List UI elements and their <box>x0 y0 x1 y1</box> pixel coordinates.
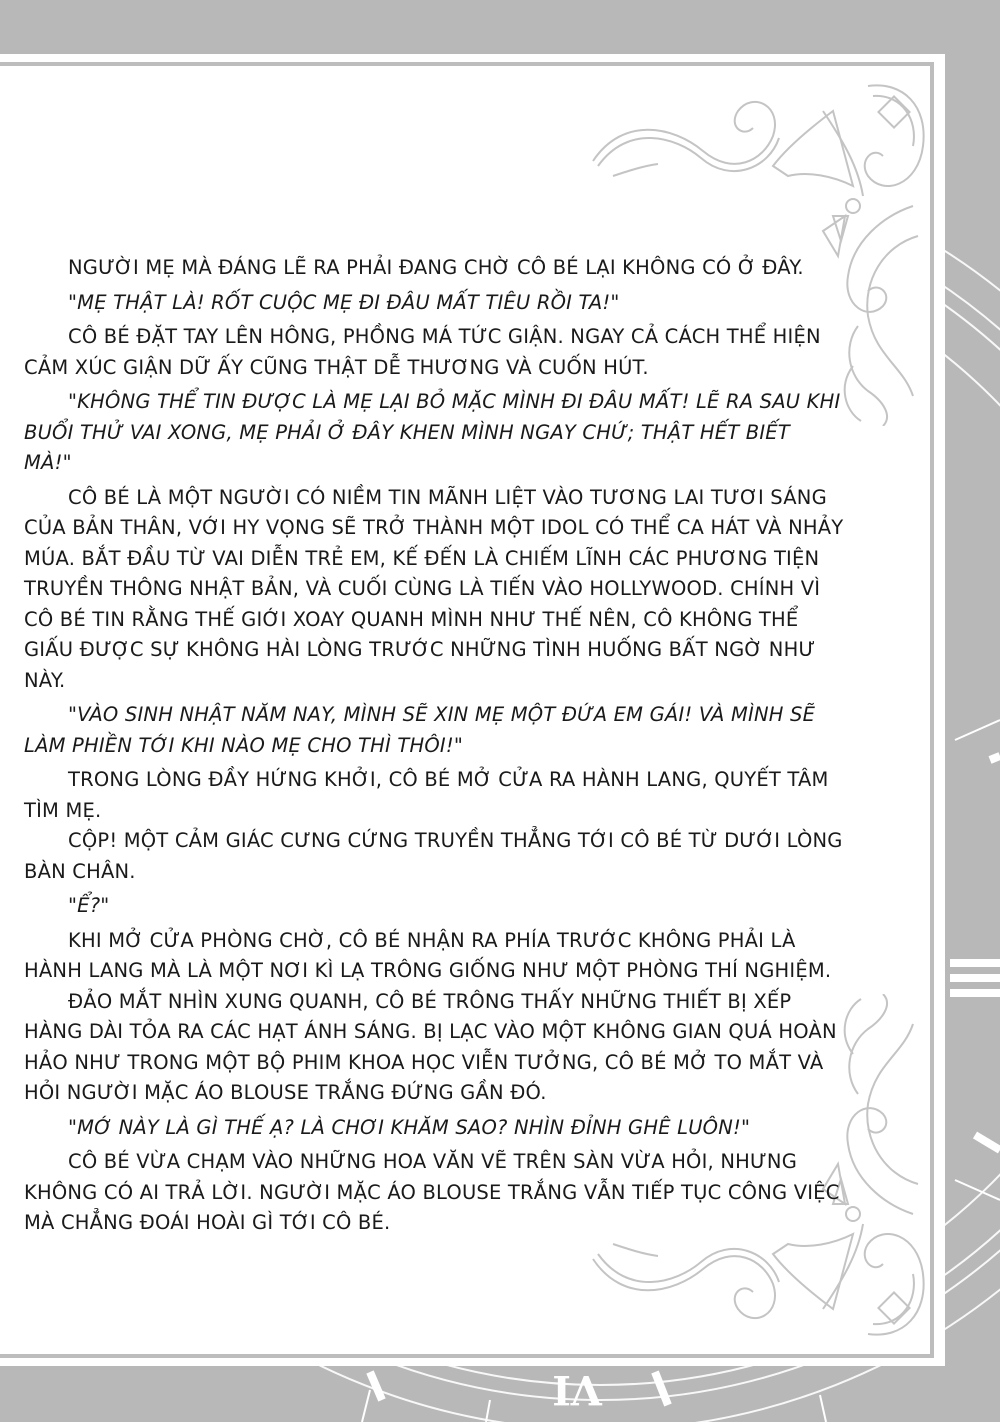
paragraph-dialogue: "MỚ NÀY LÀ GÌ THẾ Ạ? LÀ CHƠI KHĂM SAO? NHÌN ĐỈNH GHÊ LUÔN!" <box>68 1115 751 1139</box>
paragraph-dialogue: "MẸ THẬT LÀ! RỐT CUỘC MẸ ĐI ĐÂU MẤT TIÊU RỒI TA!" <box>68 290 620 314</box>
paragraph-narration: CỘP! MỘT CẢM GIÁC CƯNG CỨNG TRUYỀN THẲNG TỚI CÔ BÉ TỪ DƯỚI LÒNG BÀN CHÂN. <box>24 829 843 883</box>
paragraph-narration: ĐẢO MẮT NHÌN XUNG QUANH, CÔ BÉ TRÔNG THẤY NHỮNG THIẾT BỊ XẾP HÀNG DÀI TỎA RA CÁC HẠT ÁNH SÁNG. BỊ LẠC VÀO MỘT KHÔNG GIAN QUÁ HOÀN HẢO NHƯ TRONG MỘT BỘ PHIM KHOA HỌC VIỄN TƯỞNG, CÔ BÉ MỞ TO MẮT VÀ HỎI NGƯỜI MẶC ÁO BLOUSE TRẮNG ĐỨNG GẦN ĐÓ. <box>24 989 837 1104</box>
page-panel <box>0 54 945 1366</box>
paragraph-narration: CÔ BÉ LÀ MỘT NGƯỜI CÓ NIỀM TIN MÃNH LIỆT VÀO TƯƠNG LAI TƯƠI SÁNG CỦA BẢN THÂN, VỚI HY VỌNG SẼ TRỞ THÀNH MỘT IDOL CÓ THỂ CA HÁT VÀ NHẢY MÚA. BẮT ĐẦU TỪ VAI DIỄN TRẺ EM, KẾ ĐẾN LÀ CHIẾM LĨNH CÁC PHƯƠNG TIỆN TRUYỀN THÔNG NHẬT BẢN, VÀ CUỐI CÙNG LÀ TIẾN VÀO HOLLYWOOD. CHÍNH VÌ CÔ BÉ TIN RẰNG THẾ GIỚI XOAY QUANH MÌNH NHƯ THẾ NÊN, CÔ KHÔNG THỂ GIẤU ĐƯỢC SỰ KHÔNG HÀI LÒNG TRƯỚC NHỮNG TÌNH HUỐNG BẤT NGỜ NHƯ NÀY. <box>24 485 844 692</box>
paragraph-narration: CÔ BÉ ĐẶT TAY LÊN HÔNG, PHỒNG MÁ TỨC GIẬN. NGAY CẢ CÁCH THỂ HIỆN CẢM XÚC GIẬN DỮ ẤY CŨNG THẬT DỄ THƯƠNG VÀ CUỐN HÚT. <box>24 325 821 379</box>
paragraph-dialogue: "KHÔNG THỂ TIN ĐƯỢC LÀ MẸ LẠI BỎ MẶC MÌNH ĐI ĐÂU MẤT! LẼ RA SAU KHI BUỔI THỬ VAI XONG, MẸ PHẢI Ở ĐÂY KHEN MÌNH NGAY CHỨ; THẬT HẾT BIẾT MÀ!" <box>24 390 841 474</box>
paragraph-dialogue: "VÀO SINH NHẬT NĂM NAY, MÌNH SẼ XIN MẸ MỘT ĐỨA EM GÁI! VÀ MÌNH SẼ LÀM PHIỀN TỚI KHI NÀO MẸ CHO THÌ THÔI!" <box>24 703 816 757</box>
clock-numeral-vi: VI <box>552 1366 602 1413</box>
story-text <box>24 249 844 1239</box>
paragraph-dialogue: "Ể?" <box>68 894 110 917</box>
paragraph-narration: CÔ BÉ VỪA CHẠM VÀO NHỮNG HOA VĂN VẼ TRÊN SÀN VỪA HỎI, NHƯNG KHÔNG CÓ AI TRẢ LỜI. NGƯỜI MẶC ÁO BLOUSE TRẮNG VẪN TIẾP TỤC CÔNG VIỆC MÀ CHẲNG ĐOÁI HOÀI GÌ TỚI CÔ BÉ. <box>24 1150 840 1234</box>
paragraph-narration: NGƯỜI MẸ MÀ ĐÁNG LẼ RA PHẢI ĐANG CHỜ CÔ BÉ LẠI KHÔNG CÓ Ở ĐÂY. <box>68 256 804 279</box>
paragraph-narration: TRONG LÒNG ĐẦY HỨNG KHỞI, CÔ BÉ MỞ CỬA RA HÀNH LANG, QUYẾT TÂM TÌM MẸ. <box>24 768 829 822</box>
paragraph-narration: KHI MỞ CỬA PHÒNG CHỜ, CÔ BÉ NHẬN RA PHÍA TRƯỚC KHÔNG PHẢI LÀ HÀNH LANG MÀ LÀ MỘT NƠI KÌ LẠ TRÔNG GIỐNG NHƯ MỘT PHÒNG THÍ NGHIỆM. <box>24 928 832 982</box>
